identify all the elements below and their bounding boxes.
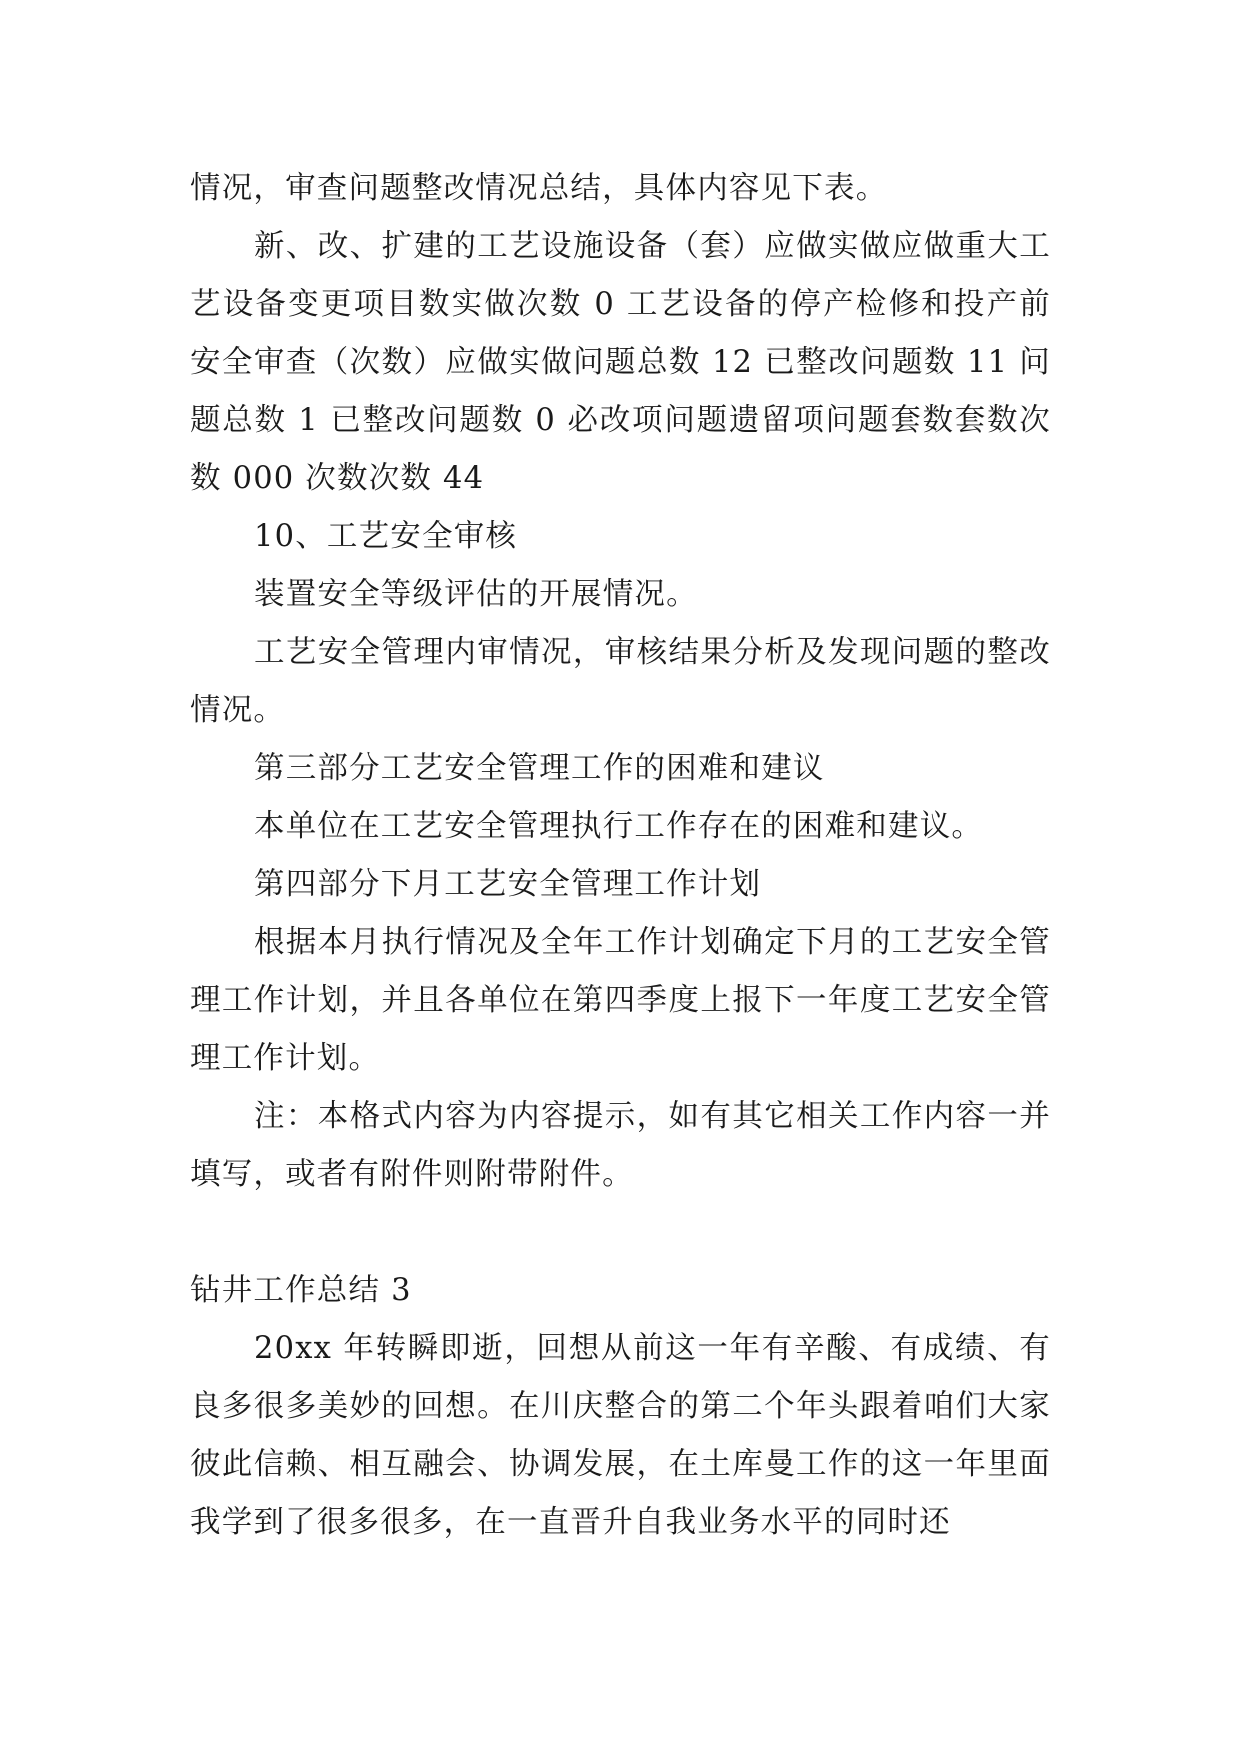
paragraph-next-month-plan: 根据本月执行情况及全年工作计划确定下月的工艺安全管理工作计划，并且各单位在第四季度上报下一年度工艺安全管理工作计划。 — [190, 925, 1051, 1076]
document-title-drilling-summary: 钻井工作总结 3 — [190, 1273, 412, 1308]
section-heading-part-three: 第三部分工艺安全管理工作的困难和建议 — [254, 751, 825, 786]
paragraph-note: 注：本格式内容为内容提示，如有其它相关工作内容一并填写，或者有附件则附带附件。 — [190, 1099, 1051, 1192]
document-body — [190, 160, 1051, 1552]
paragraph-internal-audit: 工艺安全管理内审情况，审核结果分析及发现问题的整改情况。 — [190, 635, 1051, 728]
paragraph-audit-stats: 新、改、扩建的工艺设施设备（套）应做实做应做重大工艺设备变更项目数实做次数 0 工艺设备的停产检修和投产前安全审查（次数）应做实做问题总数 12 已整改问题数 11 问题总数 1 已整改问题数 0 必改项问题遗留项问题套数套数次数 000 次数次数 44 — [190, 229, 1051, 496]
section-heading-process-safety-audit: 10、工艺安全审核 — [254, 519, 518, 554]
paragraph-safety-level-assessment: 装置安全等级评估的开展情况。 — [254, 577, 698, 612]
paragraph-year-review: 20xx 年转瞬即逝，回想从前这一年有辛酸、有成绩、有良多很多美妙的回想。在川庆整合的第二个年头跟着咱们大家彼此信赖、相互融会、协调发展，在土库曼工作的这一年里面我学到了很多很多，在一直晋升自我业务水平的同时还 — [190, 1331, 1051, 1540]
section-heading-part-four: 第四部分下月工艺安全管理工作计划 — [254, 867, 762, 902]
paragraph-difficulties: 本单位在工艺安全管理执行工作存在的困难和建议。 — [254, 809, 984, 844]
section-spacer — [190, 1204, 1051, 1262]
paragraph-continuation: 情况，审查问题整改情况总结，具体内容见下表。 — [190, 171, 888, 206]
